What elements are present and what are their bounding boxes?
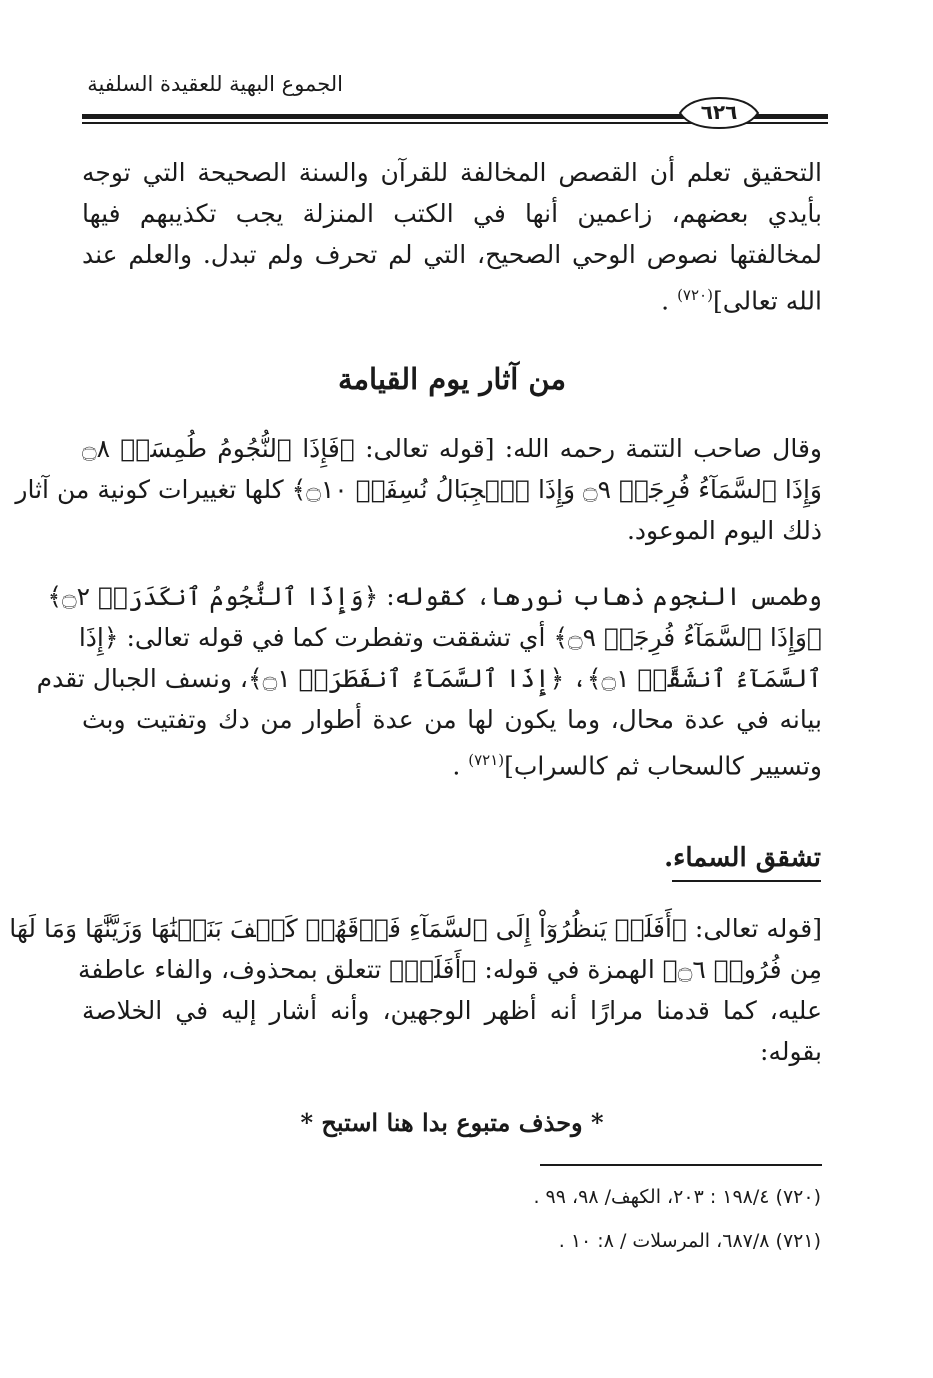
- paragraph-line: عليه، كما قدمنا مرارًا أنه أظهر الوجهين، وأنه أشار إليه في الخلاصة: [82, 996, 822, 1025]
- paragraph-line: لمخالفتها نصوص الوحي الصحيح، التي لم تحرف ولم تبدل. والعلم عند: [82, 240, 822, 269]
- paragraph-2: [15, 428, 822, 551]
- paragraph-1: [82, 152, 822, 316]
- paragraph-line: وَإِذَا ٱلسَّمَآءُ فُرِجَتۡ ۝٩ وَإِذَا ٱلۡجِبَالُ نُسِفَتۡ ۝١٠﴾ كلها تغييرات كونية من آثار: [15, 475, 822, 504]
- paragraph-line: ﴿وَإِذَا ٱلسَّمَآءُ فُرِجَتۡ ۝٩﴾ أي تشققت وتفطرت كما في قوله تعالى: ﴿إِذَا: [78, 623, 822, 652]
- section-title: من آثار يوم القيامة: [337, 362, 567, 396]
- paragraph-last-line: [82, 740, 822, 781]
- paragraph-line: وطمس النجوم ذهاب نورها، كقوله: ﴿وَإِذَا ٱلنُّجُومُ ٱنكَدَرَتۡ ۝٢﴾: [47, 582, 822, 611]
- poetry-verse: * وحذف متبوع بدا هنا استبح *: [300, 1108, 604, 1137]
- paragraph-line: ٱلسَّمَآءُ ٱنشَقَّتۡ ۝١﴾، ﴿إِذَا ٱلسَّمَآءُ ٱنفَطَرَتۡ ۝١﴾، ونسف الجبال تقدم: [36, 664, 822, 693]
- paragraph-line: ذلك اليوم الموعود.: [626, 516, 822, 545]
- footnote: (٧٢٠) ١٩٨/٤ : ٢٠٣، الكهف/ ٩٨، ٩٩ .: [533, 1186, 821, 1208]
- paragraph-line: مِن فُرُوجٖ ۝٦﴾ الهمزة في قوله: ﴿أَفَلَمۡ﴾ تتعلق بمحذوف، والفاء عاطفة: [77, 955, 822, 984]
- paragraph-line: بقوله:: [760, 1037, 822, 1066]
- paragraph-line: بيانه في عدة محال، وما يكون لها من عدة أطوار من دك وتفتيت وبث: [82, 705, 822, 734]
- footnote-ref: (٧٢١): [468, 751, 505, 769]
- page-number: ٦٢٦: [700, 100, 738, 124]
- paragraph-end: .: [661, 286, 670, 316]
- paragraph-end: .: [452, 751, 461, 781]
- paragraph-line: وقال صاحب التتمة رحمه الله: [قوله تعالى: ﴿فَإِذَا ٱلنُّجُومُ طُمِسَتۡ ۝٨: [82, 434, 822, 463]
- paragraph-line: بأيدي بعضهم، زاعمين أنها في الكتب المنزلة يجب تكذيبهم فيها: [82, 199, 822, 228]
- paragraph-line: [قوله تعالى: ﴿أَفَلَمۡ يَنظُرُوٓاْ إِلَى ٱلسَّمَآءِ فَوۡقَهُمۡ كَيۡفَ بَنَيۡنَٰهَا وَزَيَّنَّٰهَا وَمَا لَهَا: [9, 914, 822, 943]
- subsection-underline: [672, 880, 821, 882]
- paragraph-3: [36, 576, 822, 781]
- footnote: (٧٢١) ٦٨٧/٨، المرسلات / ٨: ١٠ .: [558, 1230, 821, 1252]
- footnote-separator: [540, 1164, 822, 1166]
- paragraph-text: وتسيير كالسحاب ثم كالسراب]: [504, 751, 822, 781]
- footnote-ref: (٧٢٠): [677, 286, 713, 304]
- running-title: الجموع البهية للعقيدة السلفية: [87, 72, 343, 96]
- subsection-title: تشقق السماء.: [664, 843, 821, 873]
- paragraph-last-line: [82, 275, 822, 316]
- page-number-badge: [676, 96, 762, 130]
- paragraph-line: التحقيق تعلم أن القصص المخالفة للقرآن والسنة الصحيحة التي توجه: [82, 158, 822, 187]
- paragraph-text: الله تعالى]: [712, 286, 822, 316]
- paragraph-4: [9, 908, 822, 1072]
